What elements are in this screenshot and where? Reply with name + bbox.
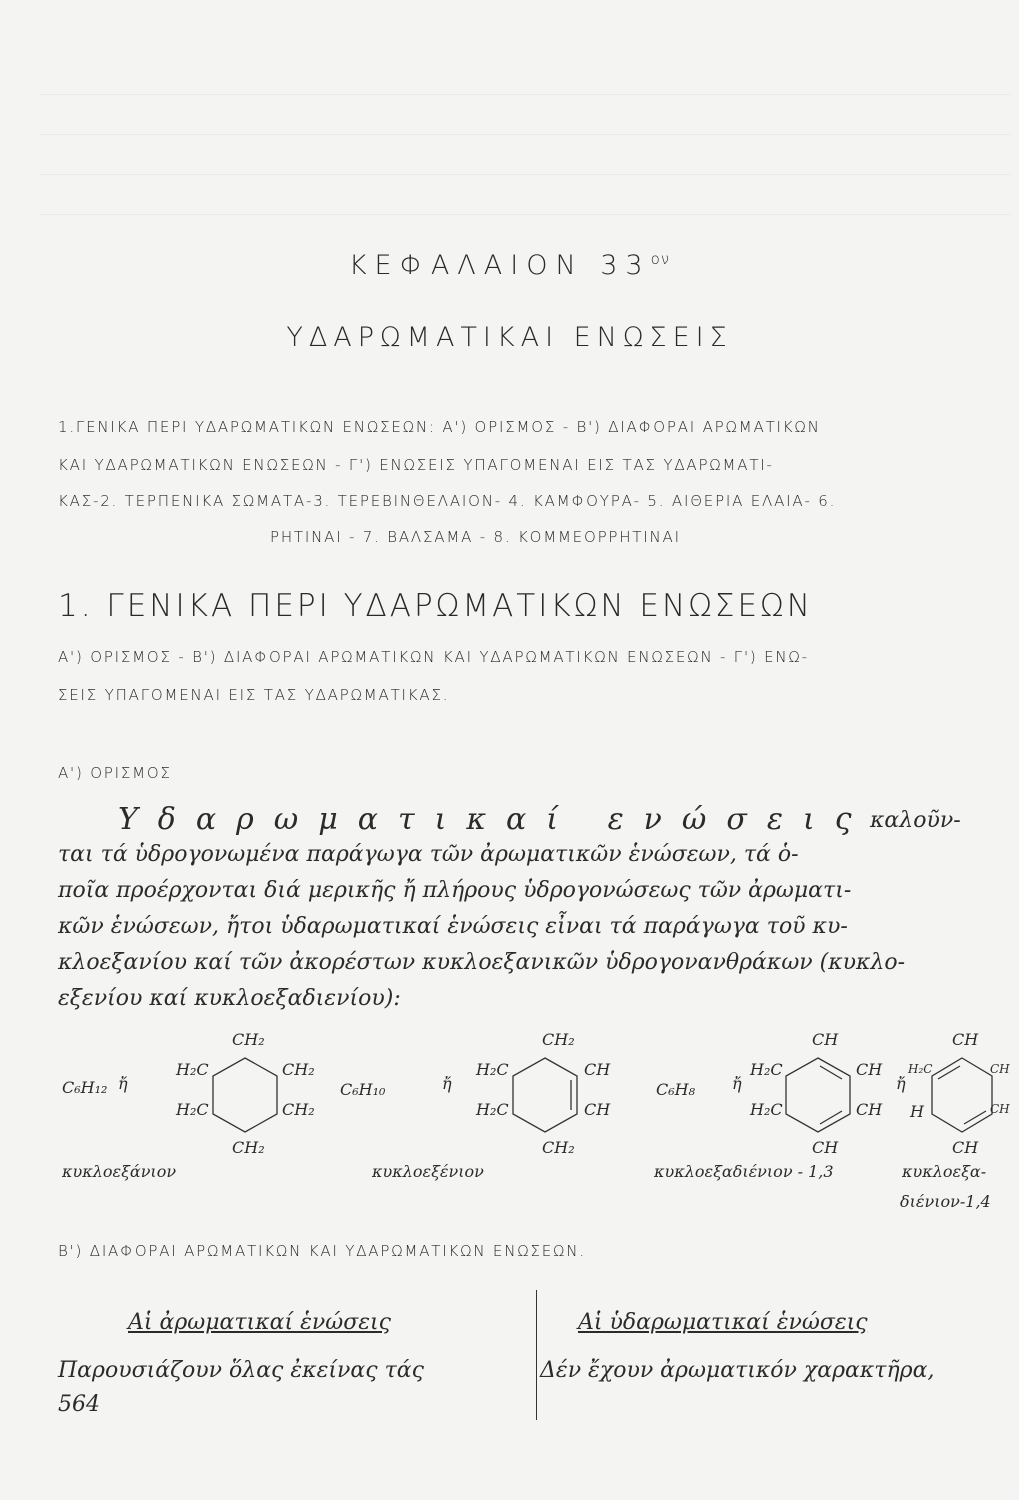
ring-label-ll: H₂C <box>476 1100 509 1119</box>
ring-structure <box>205 1050 285 1140</box>
paragraph-line: κλοεξανίου καί τῶν ἀκορέστων κυκλοεξανικῶν ὑδρογονανθράκων (κυκλο- <box>58 950 906 975</box>
ring-label-bottom: CH <box>812 1138 839 1157</box>
section-heading: 1. ΓΕΝΙΚΑ ΠΕΡΙ ΥΔΑΡΩΜΑΤΙΚΩΝ ΕΝΩΣΕΩΝ <box>58 588 813 624</box>
ring-label-ll: H <box>910 1102 924 1121</box>
section-subheading: Α') ΟΡΙΣΜΟΣ - Β') ΔΙΑΦΟΡΑΙ ΑΡΩΜΑΤΙΚΩΝ ΚΑΙ ΥΔΑΡΩΜΑΤΙΚΩΝ ΕΝΩΣΕΩΝ - Γ') ΕΝΩ- <box>58 648 809 666</box>
ring-label-ur: CH₂ <box>282 1060 315 1079</box>
column-heading-right: Αἱ ὑδαρωματικαί ἑνώσεις <box>578 1310 868 1335</box>
toc-line: ΚΑΙ ΥΔΑΡΩΜΑΤΙΚΩΝ ΕΝΩΣΕΩΝ - Γ') ΕΝΩΣΕΙΣ ΥΠΑΓΟΜΕΝΑΙ ΕΙΣ ΤΑΣ ΥΔΑΡΩΜΑΤΙ- <box>58 456 774 474</box>
ring-label-lr: CH <box>990 1102 1010 1116</box>
ring-label-ur: CH <box>584 1060 611 1079</box>
ring-structure <box>778 1050 858 1140</box>
compound-name: κυκλοεξα- <box>902 1162 987 1181</box>
molecular-formula: C₆H₁₂ <box>62 1078 108 1097</box>
section-subheading: ΣΕΙΣ ΥΠΑΓΟΜΕΝΑΙ ΕΙΣ ΤΑΣ ΥΔΑΡΩΜΑΤΙΚΑΣ. <box>58 686 450 704</box>
ring-label-top: CH <box>952 1030 979 1049</box>
bleed-through <box>40 140 1011 175</box>
or-word: ἤ <box>896 1074 906 1093</box>
ring-label-lr: CH <box>856 1100 883 1119</box>
toc-line: 1.ΓΕΝΙΚΑ ΠΕΡΙ ΥΔΑΡΩΜΑΤΙΚΩΝ ΕΝΩΣΕΩΝ: Α') ΟΡΙΣΜΟΣ - Β') ΔΙΑΦΟΡΑΙ ΑΡΩΜΑΤΙΚΩΝ <box>58 418 821 436</box>
ring-label-top: CH₂ <box>542 1030 575 1049</box>
paragraph-line: ται τά ὑδρογονωμένα παράγωγα τῶν ἀρωματικῶν ἑνώσεων, τά ὁ- <box>58 842 799 867</box>
ring-label-lr: CH₂ <box>282 1100 315 1119</box>
spaced-term: Υδαρωματικαί ενώσεις <box>118 802 872 837</box>
chapter-title: ΚΕΦΑΛΑΙΟΝ $33^{o\nu}$ <box>348 250 671 281</box>
column-divider <box>536 1290 537 1420</box>
toc-line: ΚΑΣ-2. ΤΕΡΠΕΝΙΚΑ ΣΩΜΑΤΑ-3. ΤΕΡΕΒΙΝΘΕΛΑΙΟΝ- 4. ΚΑΜΦΟΥΡΑ- 5. ΑΙΘΕΡΙΑ ΕΛΑΙΑ- 6. <box>58 492 837 510</box>
ring-label-ll: H₂C <box>176 1100 209 1119</box>
column-text-right: Δέν ἔχουν ἀρωματικόν χαρακτῆρα, <box>540 1358 935 1383</box>
chapter-subject: ΥΔΑΡΩΜΑΤΙΚΑΙ ΕΝΩΣΕΙΣ <box>286 322 733 353</box>
ring-label-bottom: CH₂ <box>542 1138 575 1157</box>
subsection-heading: Β') ΔΙΑΦΟΡΑΙ ΑΡΩΜΑΤΙΚΩΝ ΚΑΙ ΥΔΑΡΩΜΑΤΙΚΩΝ ΕΝΩΣΕΩΝ. <box>58 1242 586 1260</box>
paragraph-line: ποῖα προέρχονται διά μερικῆς ἤ πλήρους ὑδρογονώσεως τῶν ἀρωματι- <box>58 878 852 903</box>
or-word: ἤ <box>732 1074 742 1093</box>
ring-label-ur: CH <box>990 1062 1010 1076</box>
ring-label-ul: H₂C <box>750 1060 783 1079</box>
toc-line: ΡΗΤΙΝΑΙ - 7. ΒΑΛΣΑΜΑ - 8. ΚΟΜΜΕΟΡΡΗΤΙΝΑΙ <box>270 528 681 546</box>
bleed-through <box>40 180 1011 215</box>
ring-label-ll: H₂C <box>750 1100 783 1119</box>
column-text-left: Παρουσιάζουν ὅλας ἐκείνας τάς <box>58 1358 424 1383</box>
paragraph-line: κῶν ἑνώσεων, ἤτοι ὑδαρωματικαί ἑνώσεις εἶναι τά παράγωγα τοῦ κυ- <box>58 914 848 939</box>
ring-structure <box>505 1050 585 1140</box>
or-word: ἤ <box>118 1074 128 1093</box>
compound-name: κυκλοεξάνιον <box>62 1162 177 1181</box>
paragraph-line: καλοῦν- <box>870 808 961 833</box>
bleed-through <box>40 100 1011 135</box>
molecular-formula: C₆H₁₀ <box>340 1080 386 1099</box>
column-heading-left: Αἱ ἀρωματικαί ἑνώσεις <box>128 1310 391 1335</box>
subsection-heading: Α') ΟΡΙΣΜΟΣ <box>58 764 172 782</box>
ring-label-ur: CH <box>856 1060 883 1079</box>
compound-name: κυκλοεξαδιένιον - 1,3 <box>654 1162 834 1181</box>
ring-label-top: CH <box>812 1030 839 1049</box>
molecular-formula: C₆H₈ <box>656 1080 696 1099</box>
bleed-through <box>40 60 1011 95</box>
ring-label-ul: H₂C <box>908 1062 933 1076</box>
compound-name: κυκλοεξένιον <box>372 1162 484 1181</box>
page-number: 564 <box>58 1392 100 1417</box>
ring-label-top: CH₂ <box>232 1030 265 1049</box>
or-word: ἤ <box>442 1074 452 1093</box>
ring-label-ul: H₂C <box>176 1060 209 1079</box>
ring-label-lr: CH <box>584 1100 611 1119</box>
ring-label-bottom: CH₂ <box>232 1138 265 1157</box>
compound-name: διένιον-1,4 <box>900 1192 991 1211</box>
ring-label-ul: H₂C <box>476 1060 509 1079</box>
paragraph-line: εξενίου καί κυκλοεξαδιενίου): <box>58 986 401 1011</box>
ring-label-bottom: CH <box>952 1138 979 1157</box>
ring-structure <box>924 1050 1000 1140</box>
